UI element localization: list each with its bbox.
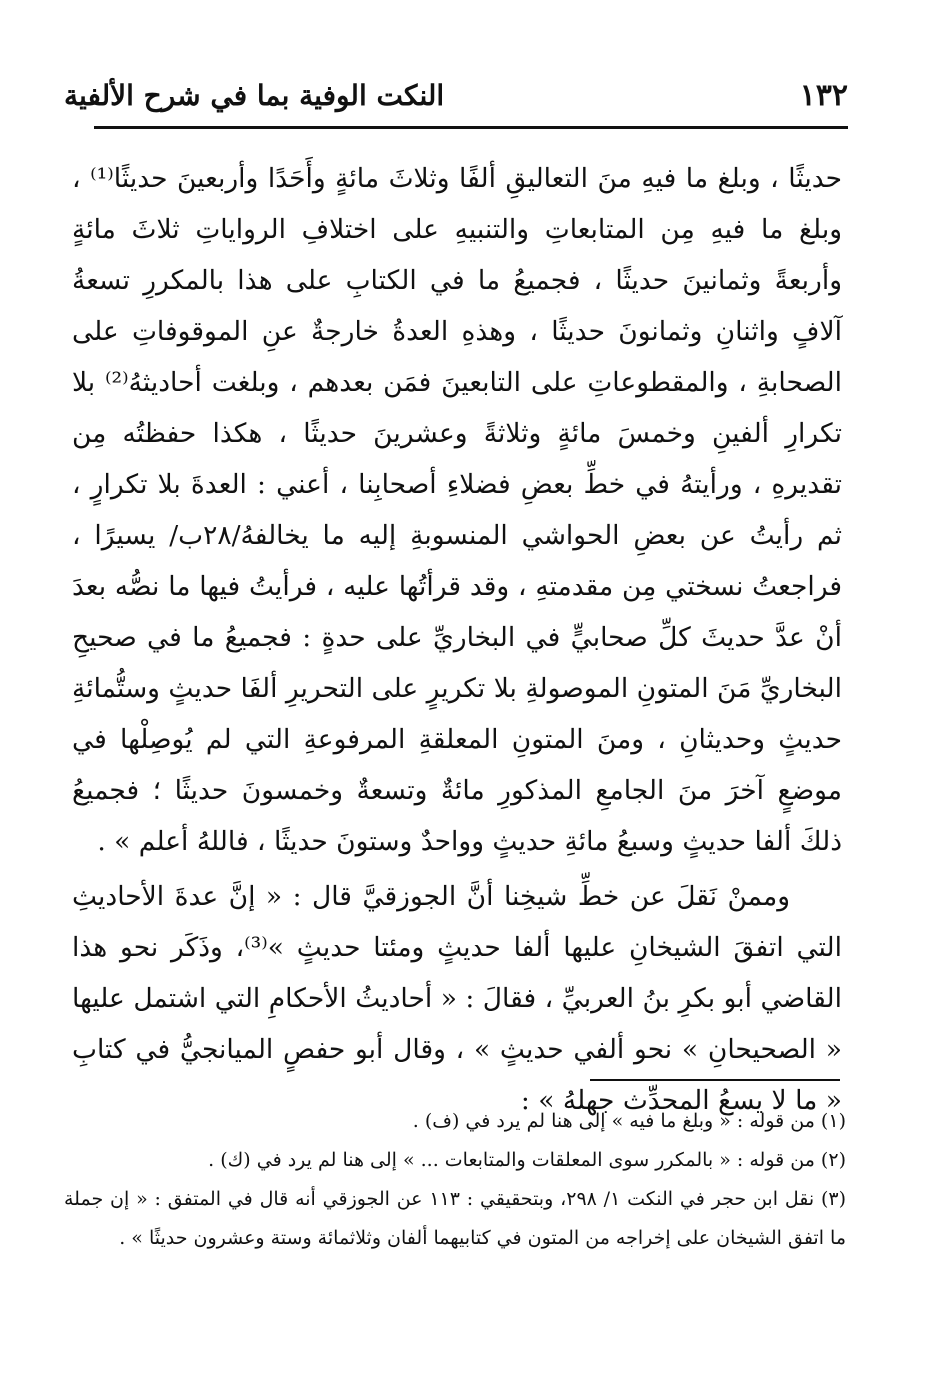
- paragraph-1: حديثًا ، وبلغ ما فيهِ منَ التعاليقِ ألفًا وثلاثَ مائةٍ وأَحَدًا وأربعينَ حديثًا⁽¹⁾ ، وبلغ ما فيهِ مِن المتابعاتِ والتنبيهِ على اختلافِ الرواياتِ ثلاثَ مائةٍ وأربعةً وثمانينَ حديثًا ، فجميعُ ما في الكتابِ على هذا بالمكررِ تسعةُ آلافٍ واثنانِ وثمانونَ حديثًا ، وهذهِ العدةُ خارجةٌ عنِ الموقوفاتِ على الصحابةِ ، والمقطوعاتِ على التابعينَ فمَن بعدهم ، وبلغت أحاديثهُ⁽²⁾ بلا تكرارِ ألفينِ وخمسَ مائةٍ وثلاثةً وعشرينَ حديثًا ، هكذا حفظتُه مِن تقديرهِ ، ورأيتهُ في خطِّ بعضِ فضلاءِ أصحابِنا ، أعني : العدةَ بلا تكرارٍ ، ثم رأيتُ عن بعضِ الحواشي المنسوبةِ إليه ما يخالفهُ/٢٨ب/ يسيرًا ، فراجعتُ نسختي مِن مقدمتهِ ، وقد قرأتُها عليه ، فرأيتُ فيها ما نصُّه بعدَ أنْ عدَّ حديثَ كلِّ صحابيٍّ في البخاريِّ على حدةٍ : فجميعُ ما في صحيحِ البخاريِّ مَنَ المتونِ الموصولةِ بلا تكريرٍ على التحريرِ ألفَا حديثٍ وستُّمائةِ حديثٍ وحديثانِ ، ومنَ المتونِ المعلقةِ المرفوعةِ التي لم يُوصِلْها في موضعٍ آخرَ منَ الجامعِ المذكورِ مائةٌ وتسعةٌ وخمسونَ حديثًا ؛ فجميعُ ذلكَ ألفا حديثٍ وسبعُ مائةِ حديثٍ وواحدٌ وستونَ حديثًا ، فاللهُ أعلم » .: [72, 163, 843, 857]
- paragraph-2: وممنْ نَقلَ عن خطِّ شيخِنا أنَّ الجوزقيَّ قال : « إنَّ عدةَ الأحاديثِ التي اتفقَ الشيخانِ عليها ألفا حديثٍ ومئتا حديثٍ »⁽³⁾، وذَكَر نحو هذا القاضي أبو بكرِ بنُ العربيِّ ، فقالَ : « أحاديثُ الأحكامِ التي اشتمل عليها « الصحيحانِ » نحو ألفي حديثٍ » ، وقال أبو حفصٍ الميانجيُّ في كتابِ « ما لا يسعُ المحدِّث جهلهُ » :: [72, 881, 842, 1116]
- running-title: النكت الوفية بما في شرح الألفية: [64, 79, 445, 112]
- main-text: [72, 153, 842, 1126]
- footnote-3: (٣) نقل ابن حجر في النكت ١/ ٢٩٨، وبتحقيقي : ١١٣ عن الجوزقي أنه قال في المتفق : « إن جملة ما اتفق الشيخان على إخراجه من المتون في كتابيهما ألفان وثلاثمائة وستة وعشرون حديثًا » .: [64, 1188, 846, 1249]
- page-header: [64, 70, 848, 128]
- footnote-2: (٢) من قوله : « بالمكرر سوى المعلقات والمتابعات ... » إلى هنا لم يرد في (ك) .: [208, 1149, 846, 1171]
- footnote-1: (١) من قوله : « وبلغ ما فيه » إلى هنا لم يرد في (ف) .: [412, 1110, 846, 1132]
- header-rule: [94, 126, 848, 129]
- footnotes: [64, 1102, 846, 1258]
- page-number: ١٣٢: [799, 78, 848, 113]
- footnote-separator: [590, 1079, 840, 1081]
